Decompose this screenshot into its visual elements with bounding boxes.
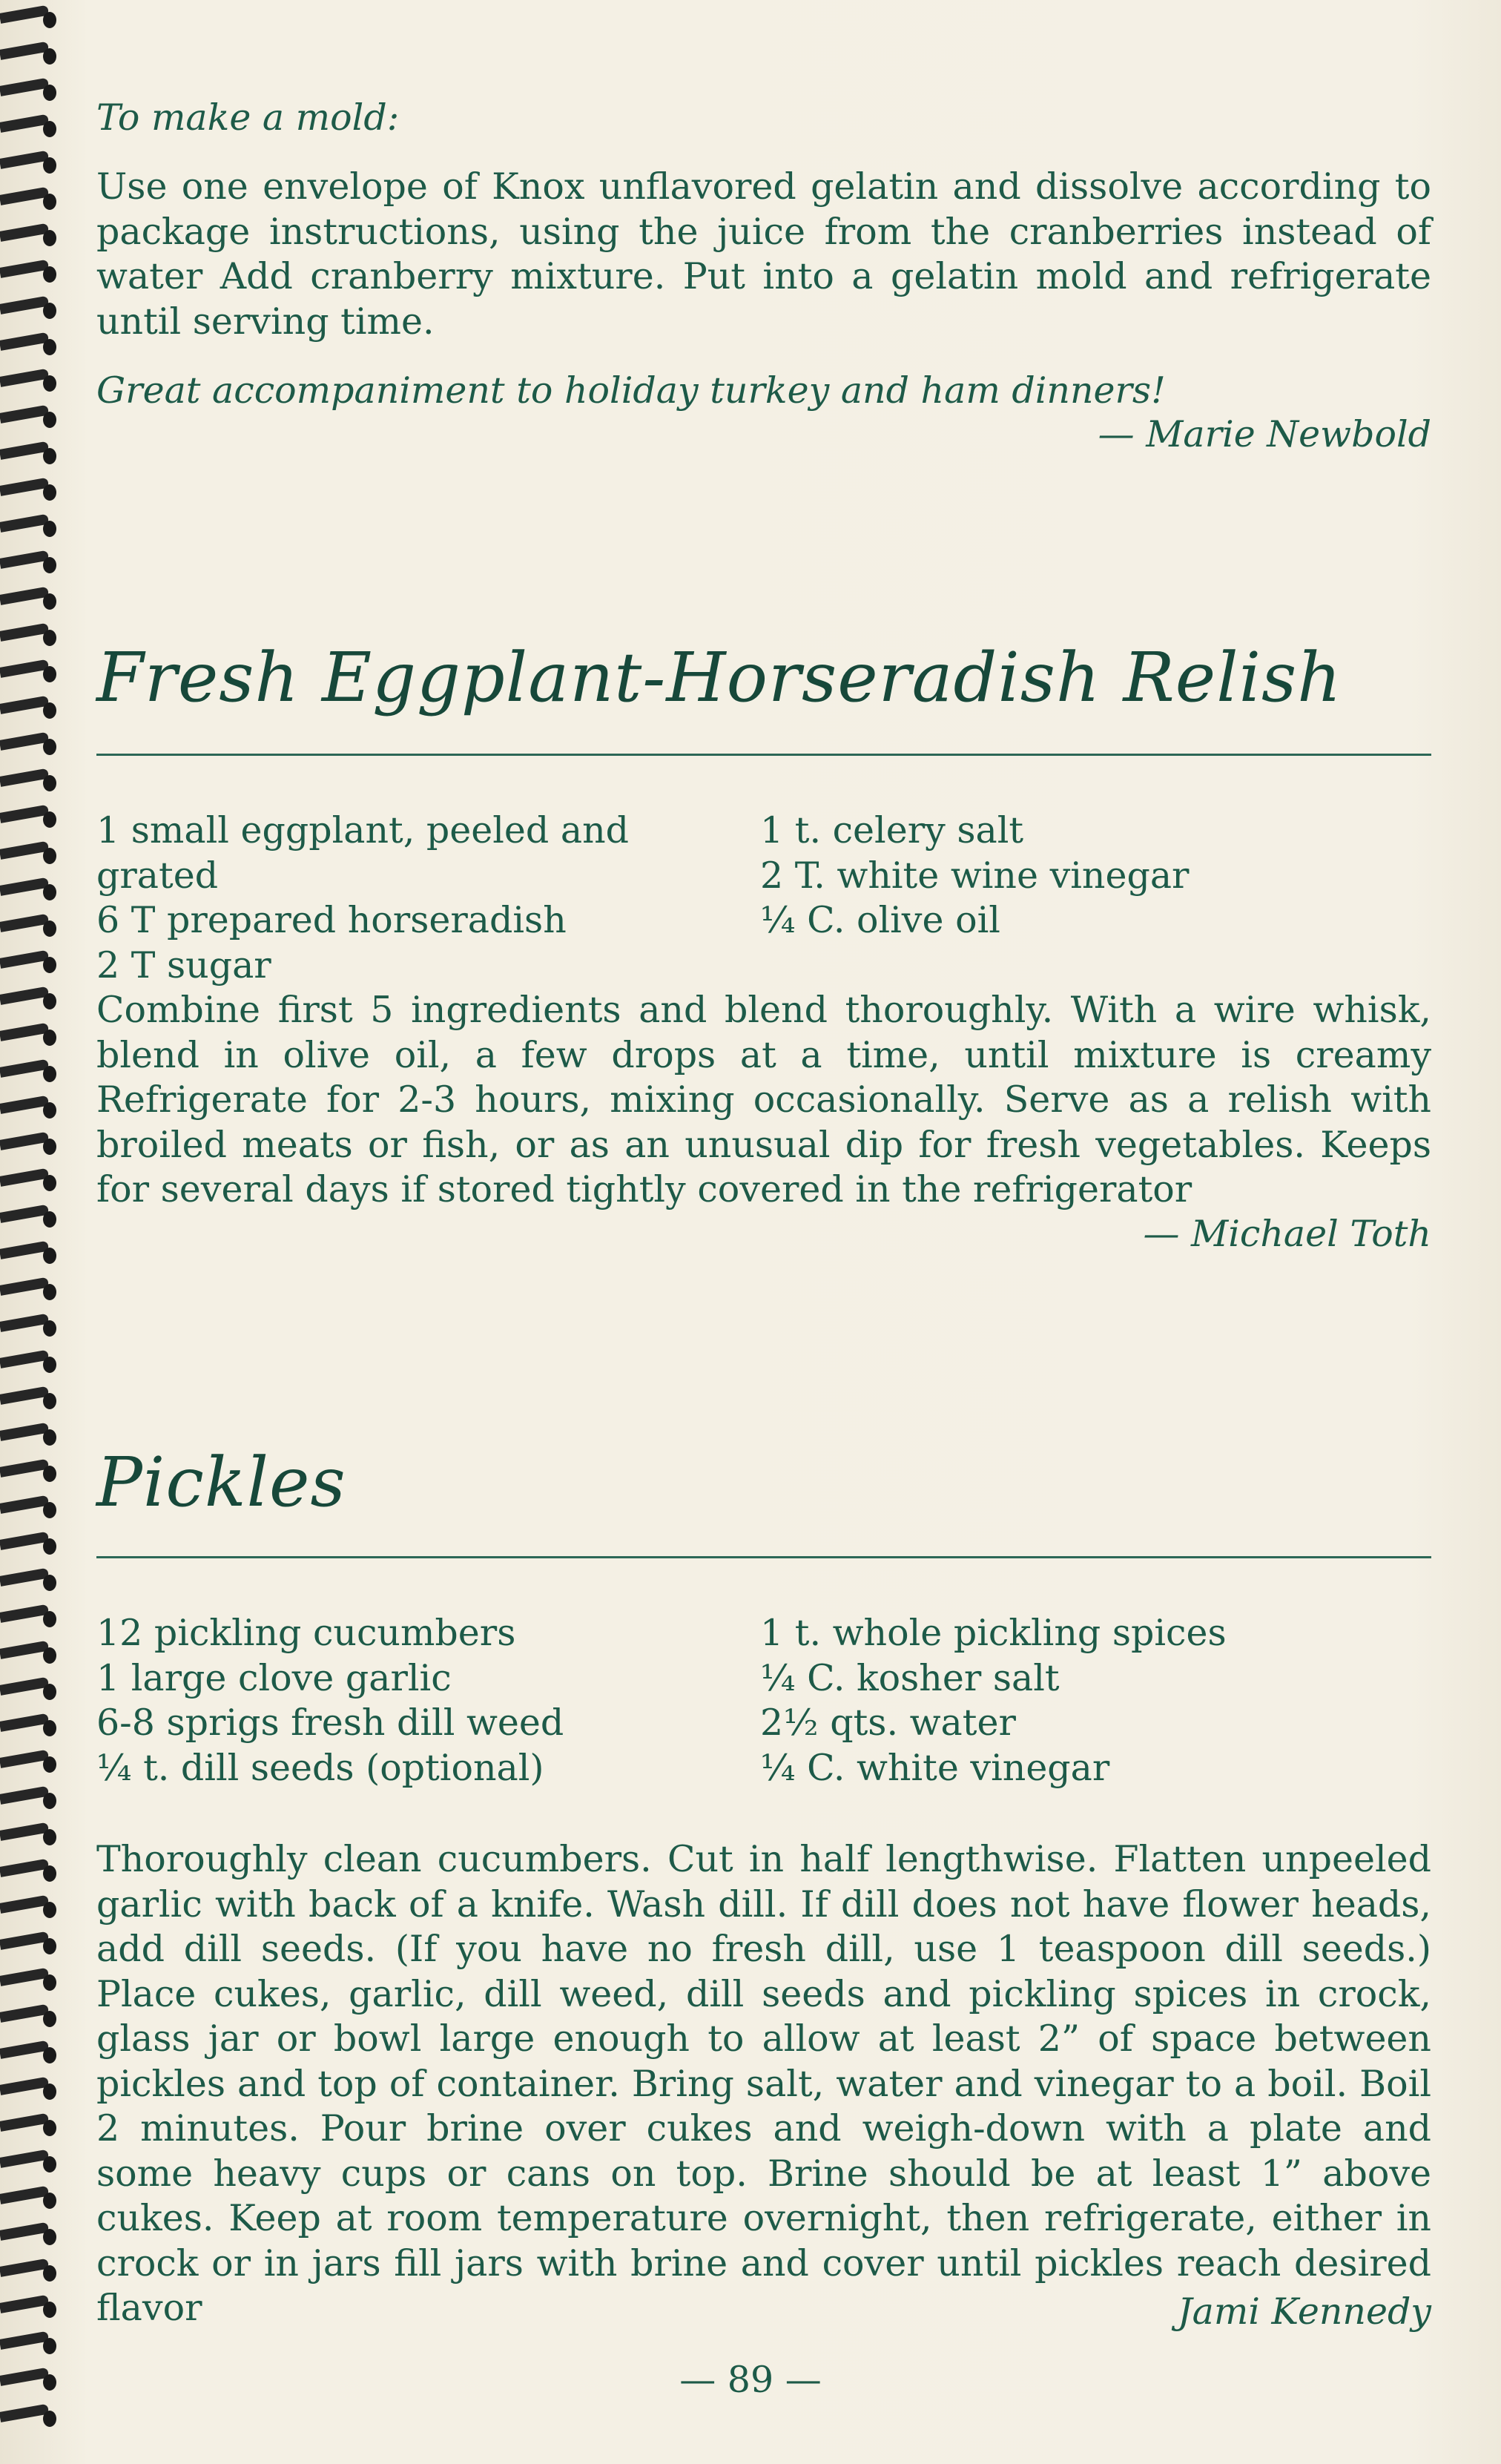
binding-coil <box>0 516 59 541</box>
binding-coil <box>0 1207 59 1232</box>
relish-ingredients-left <box>96 808 760 988</box>
binding-coil <box>0 335 59 360</box>
pickles-author-block <box>96 2290 1431 2333</box>
mold-instructions-block <box>96 165 1431 344</box>
pickles-ingredients <box>96 1611 1431 1791</box>
relish-directions: Combine first 5 ingredients and blend thoroughly. With a wire whisk, blend in olive oil, a few drops at a time, until mixture is creamy Refrigerate for 2-3 hours, mixing occasionally. Serve as a relish with broiled meats or fish, or as an unusual dip for fresh vegetables. Keeps for several days if stored tightly covered in the refrigerator <box>96 989 1431 1210</box>
binding-coil <box>0 1825 59 1850</box>
binding-coil <box>0 734 59 760</box>
binding-coil <box>0 2079 59 2104</box>
binding-coil <box>0 1534 59 1559</box>
binding-coil <box>0 1279 59 1305</box>
binding-coil <box>0 2115 59 2141</box>
binding-coil <box>0 371 59 396</box>
mold-author: — Marie Newbold <box>1098 413 1431 455</box>
binding-coil <box>0 698 59 723</box>
binding-coil <box>0 1788 59 1814</box>
binding-coil <box>0 1243 59 1268</box>
binding-coil <box>0 44 59 69</box>
binding-coil <box>0 1425 59 1450</box>
relish-divider <box>96 754 1431 756</box>
relish-title: Fresh Eggplant-Horseradish Relish <box>96 638 1342 717</box>
pickles-title-block <box>96 1443 1431 1522</box>
binding-coil <box>0 662 59 687</box>
binding-coil <box>0 2152 59 2177</box>
binding-coil <box>0 1897 59 1923</box>
ingredient-item: 1 small eggplant, peeled and grated <box>96 809 629 897</box>
relish-directions-block <box>96 988 1431 1213</box>
binding-coil <box>0 1061 59 1087</box>
binding-coil <box>0 7 59 33</box>
binding-coil <box>0 1134 59 1159</box>
relish-ingredients <box>96 808 1431 988</box>
pickles-divider <box>96 1556 1431 1558</box>
mold-author-block <box>96 413 1431 455</box>
binding-coil <box>0 2043 59 2068</box>
ingredient-item: 6-8 sprigs fresh dill weed <box>96 1702 564 1744</box>
pickles-directions: Thoroughly clean cucumbers. Cut in half lengthwise. Flatten unpeeled garlic with back of a knife. Wash dill. If dill does not have flower heads, add dill seeds. (If you have no fresh dill, use 1 teaspoon dill seeds.) Place cukes, garlic, dill weed, dill seeds and pickling spices in crock, glass jar or bowl large enough to allow at least 2” of space between pickles and top of container. Bring salt, water and vinegar to a boil. Boil 2 minutes. Pour brine over cukes and weigh-down with a plate and some heavy cups or cans on top. Brine should be at least 1” above cukes. Keep at room temperature overnight, then refrigerate, either in crock or in jars fill jars with brine and cover until pickles reach desired flavor <box>96 1838 1431 2329</box>
mold-section <box>96 96 1431 139</box>
binding-coil <box>0 1352 59 1377</box>
ingredient-item: 1 t. celery salt <box>760 809 1024 851</box>
relish-author-block <box>96 1213 1431 1255</box>
binding-coil <box>0 1679 59 1704</box>
binding-coil <box>0 771 59 796</box>
binding-coil <box>0 843 59 869</box>
ingredient-item: 2 T sugar <box>96 943 271 986</box>
binding-coil <box>0 880 59 905</box>
mold-note-block <box>96 369 1431 412</box>
binding-coil <box>0 1389 59 1414</box>
binding-coil <box>0 1316 59 1341</box>
relish-title-block <box>96 638 1431 717</box>
binding-coil <box>0 589 59 614</box>
binding-coil <box>0 80 59 105</box>
pickles-ingredients-right <box>760 1611 1431 1791</box>
binding-coil <box>0 1861 59 1886</box>
binding-coil <box>0 625 59 650</box>
binding-coil <box>0 1170 59 1196</box>
binding-coil <box>0 1970 59 1995</box>
relish-ingredients-right <box>760 808 1431 988</box>
binding-coil <box>0 2333 59 2359</box>
binding-coil <box>0 1607 59 1632</box>
binding-coil <box>0 1570 59 1595</box>
binding-coil <box>0 1025 59 1050</box>
binding-coil <box>0 1934 59 1959</box>
binding-coil <box>0 444 59 469</box>
binding-coil <box>0 952 59 978</box>
ingredient-item: 2 T. white wine vinegar <box>760 854 1190 897</box>
mold-instructions: Use one envelope of Knox unflavored gelatin and dissolve according to package instructions, using the juice from the cranberries instead of water Add cranberry mixture. Put into a gelatin mold and refrigerate until serving time. <box>96 165 1431 343</box>
ingredient-item: 2½ qts. water <box>760 1702 1016 1744</box>
ingredient-item: ¼ C. white vinegar <box>760 1746 1110 1789</box>
binding-coil <box>0 2261 59 2286</box>
ingredient-item: 12 pickling cucumbers <box>96 1612 516 1654</box>
binding-coil <box>0 480 59 505</box>
ingredient-item: 1 large clove garlic <box>96 1656 452 1699</box>
binding-coil <box>0 407 59 432</box>
binding-coil <box>0 1752 59 1777</box>
pickles-ingredients-left <box>96 1611 760 1791</box>
ingredient-item: 6 T prepared horseradish <box>96 899 567 941</box>
binding-coil <box>0 1643 59 1668</box>
binding-coil <box>0 1098 59 1123</box>
binding-coil <box>0 916 59 941</box>
binding-coil <box>0 553 59 578</box>
binding-coil <box>0 989 59 1014</box>
binding-coil <box>0 807 59 832</box>
binding-coil <box>0 2224 59 2250</box>
ingredient-item: ¼ C. olive oil <box>760 899 1000 941</box>
binding-coil <box>0 2006 59 2032</box>
binding-coil <box>0 1716 59 1741</box>
mold-label: To make a mold: <box>96 96 400 139</box>
pickles-directions-block <box>96 1837 1431 2331</box>
spiral-binding <box>0 0 82 2464</box>
relish-author: — Michael Toth <box>1143 1213 1431 1255</box>
binding-coil <box>0 2297 59 2322</box>
binding-coil <box>0 298 59 323</box>
page-number: — 89 — <box>679 2359 822 2401</box>
ingredient-item: 1 t. whole pickling spices <box>760 1612 1227 1654</box>
binding-coil <box>0 2188 59 2213</box>
binding-coil <box>0 189 59 214</box>
binding-coil <box>0 1498 59 1523</box>
binding-coil <box>0 1461 59 1486</box>
binding-coil <box>0 225 59 251</box>
binding-coil <box>0 262 59 287</box>
binding-coil <box>0 116 59 142</box>
binding-coil <box>0 153 59 178</box>
mold-note: Great accompaniment to holiday turkey and ham dinners! <box>96 369 1166 412</box>
pickles-author: Jami Kennedy <box>1177 2290 1431 2333</box>
ingredient-item: ¼ t. dill seeds (optional) <box>96 1746 544 1789</box>
ingredient-item: ¼ C. kosher salt <box>760 1656 1060 1699</box>
pickles-title: Pickles <box>96 1443 346 1522</box>
binding-coil <box>0 2406 59 2431</box>
